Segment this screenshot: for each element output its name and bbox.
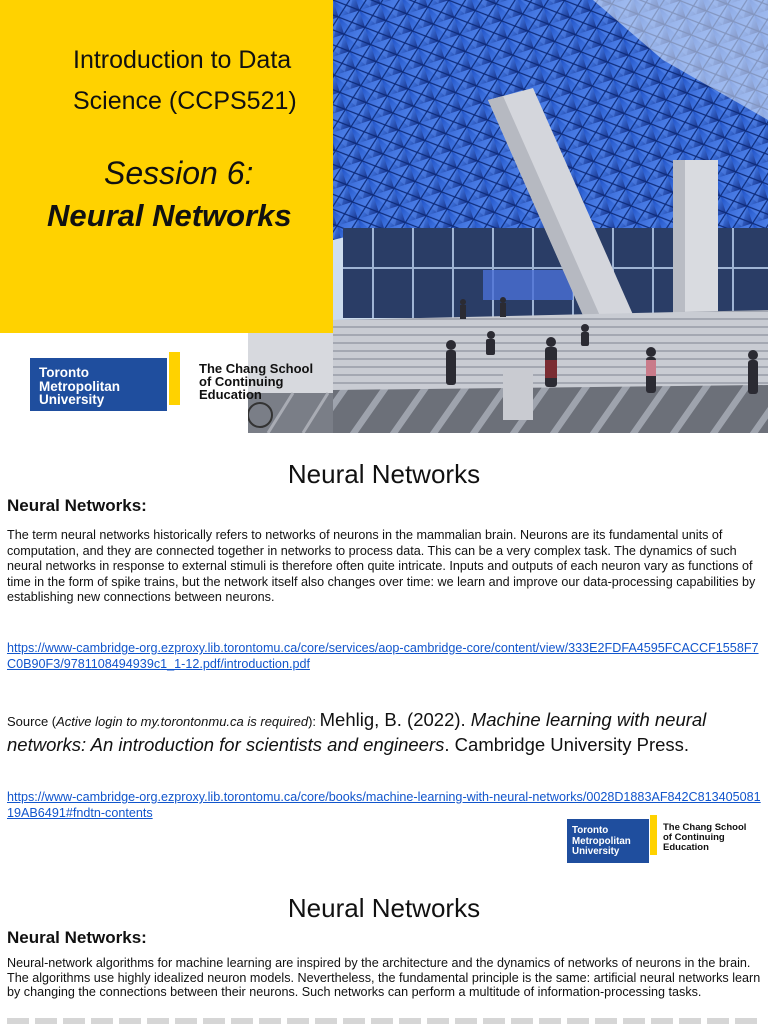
book-contents-link[interactable]: https://www-cambridge-org.ezproxy.lib.torontomu.ca/core/books/machine-learning-with-neural-networks/0028D1883AF842C81340508119AB6491#fndtn-contents [7, 790, 761, 820]
slide3-heading: Neural Networks: [7, 928, 147, 947]
tmu-small-line2: Metropolitan [572, 835, 631, 847]
slide3-body: Neural-network algorithms for machine learning are inspired by the architecture and the dynamics of networks of neurons in the brain. The algorithms use highly idealized neuron models. Nevertheless, the fundamental principle is the same: artificial neural networks learn by changing the connections between their neurons. Such networks can perform a multitude of information-processing tasks. [7, 956, 761, 999]
chang-school-line1: The Chang School [199, 361, 314, 376]
slide2-body: The term neural networks historically refers to networks of neurons in the mammalian brain. Neurons are its fundamental units of computation, and they are connected together in networks to process data. This can be a very complex task. The dynamics of such neural networks in response to external stimuli is therefore often quite intricate. Inputs and outputs of each neuron vary as functions of time in the form of spike trains, but the network itself also changes over time: we learn and improve our data-processing capabilities by establishing new connections between neurons. [7, 528, 756, 604]
slide3-title: Neural Networks [287, 893, 481, 923]
chang-small-line3: Education [663, 842, 709, 853]
course-title: Introduction to Data Science (CCPS521) [73, 46, 297, 115]
source-login-note: Active login to my.torontonmu.ca is required [56, 714, 309, 729]
chang-school-name [199, 362, 313, 401]
chang-school-name-small [663, 823, 746, 853]
session-topic: Neural Networks [47, 198, 292, 233]
building-photo [333, 0, 768, 433]
title-panel [0, 0, 333, 333]
tmu-logo-line1: Toronto [39, 365, 89, 380]
tmu-logo-accent [169, 352, 180, 405]
slide2-title: Neural Networks [287, 459, 481, 489]
chang-small-line2: of Continuing [663, 832, 725, 843]
cut-off-text-line [7, 1018, 763, 1024]
citation-publisher: . Cambridge University Press. [444, 734, 690, 755]
slide2-heading: Neural Networks: [7, 496, 147, 515]
source-label-end: ): [308, 714, 320, 729]
citation-authors: Mehlig, B. (2022). [319, 709, 471, 730]
source-citation [7, 708, 767, 756]
tmu-small-accent [650, 815, 657, 855]
tmu-logo-line2: Metropolitan [39, 378, 120, 394]
introduction-pdf-link-wrapper [7, 640, 763, 672]
tmu-small-line3: University [572, 846, 620, 857]
session-number: Session 6: [104, 155, 254, 191]
chang-small-line1: The Chang School [663, 822, 747, 833]
tmu-small-line1: Toronto [572, 825, 609, 836]
tmu-logo-small [567, 819, 657, 863]
source-label: Source ( [7, 714, 57, 729]
citation-title: Machine learning with neural networks: An introduction for scientists and engineers [7, 709, 707, 755]
introduction-pdf-link[interactable]: https://www-cambridge-org.ezproxy.lib.torontomu.ca/core/services/aop-cambridge-core/content/view/333E2FDFA4595FCACCF1558F7C0B90F3/9781108494939c1_1-12.pdf/introduction.pdf [7, 641, 759, 671]
building-illustration [333, 0, 768, 433]
tmu-logo [30, 358, 180, 411]
chang-school-line2: of Continuing [199, 374, 284, 389]
chang-school-line3: Education [199, 387, 262, 402]
tmu-logo-line3: University [39, 392, 105, 407]
title-slide [0, 0, 768, 433]
